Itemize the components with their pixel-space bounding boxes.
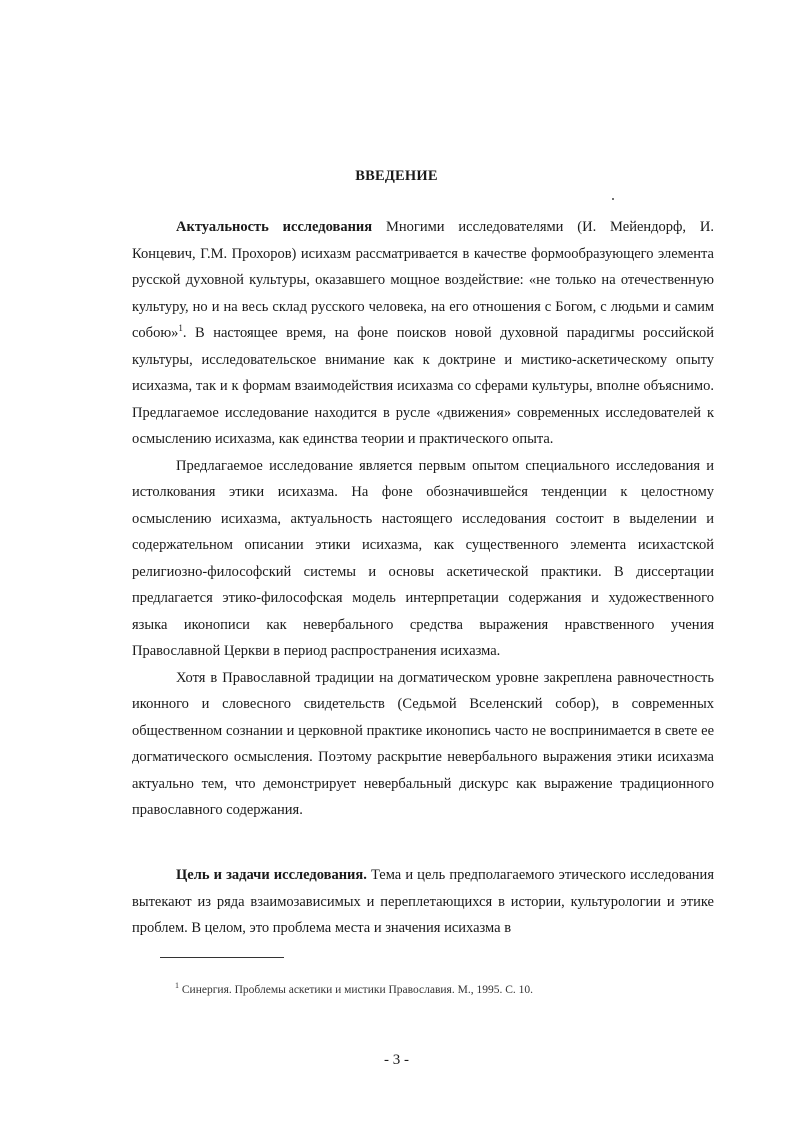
- paragraph-relevance: [132, 214, 714, 453]
- paragraph-text: Предлагаемое исследование является первым опытом специального исследования и истолкования этики исихазма. На фоне обозначившейся тенденции к целостному осмыслению исихазма, актуальность настоящего исследования состоит в выделении и содержательном описании этики исихазма, как существенного элемента исихастской религиозно-философский системы и основы аскетической практики. В диссертации предлагается этико-философская модель интерпретации содержания и художественного языка иконописи как невербального средства выражения нравственного учения Православной Церкви в период распространения исихазма.: [132, 457, 714, 659]
- footnote: [175, 981, 533, 996]
- scan-speck: [612, 198, 614, 200]
- footnote-divider: [160, 957, 284, 958]
- paragraph-goals: [132, 862, 714, 942]
- paragraph-text: . В настоящее время, на фоне поисков новой духовной парадигмы российской культуры, исследовательское внимание как к доктрине и мистико-аскетическому опыту исихазма, так и к формам взаимодействия исихазма со сферами культуры, вполне объяснимо. Предлагаемое исследование находится в русле «движения» современных исследователей к осмыслению исихазма, как единства теории и практического опыта.: [132, 325, 714, 447]
- page-title: ВВЕДЕНИЕ: [355, 168, 438, 184]
- body-block-2: [132, 862, 714, 942]
- paragraph-text: Хотя в Православной традиции на догматическом уровне закреплена равночестность иконного и словесного свидетельств (Седьмой Вселенский собор), в современных общественном сознании и церковной практике иконопись часто не воспринимается в свете ее догматического осмысления. Поэтому раскрытие невербального выражения этики исихазма актуально тем, что демонстрирует невербальный дискурс как выражение традиционного православного содержания.: [132, 669, 714, 818]
- paragraph-lead: Актуальность исследования: [176, 219, 373, 235]
- paragraph-first-experience: [132, 453, 714, 665]
- paragraph-lead: Цель и задачи исследования.: [176, 867, 367, 883]
- body-block-1: [132, 214, 714, 824]
- paragraph-text: Тема и цель предполагаемого этического исследования вытекают из ряда взаимозависимых и переплетающихся в истории, культурологии и этике проблем. В целом, это проблема места и значения исихазма в: [132, 867, 714, 936]
- footnote-ref[interactable]: 1: [178, 323, 183, 334]
- footnote-number: 1: [175, 981, 179, 991]
- page-number: - 3 -: [384, 1052, 409, 1068]
- paragraph-equivalence: [132, 665, 714, 824]
- paragraph-text: Многими исследователями (И. Мейендорф, И. Концевич, Г.М. Прохоров) исихазм рассматривается в качестве формообразующего элемента русской духовной культуры, оказавшего мощное воздействие: «не только на отечественную культуру, но и на весь склад русского человека, на его отношения с Богом, с людьми и самим собою»: [132, 219, 714, 341]
- footnote-text: Синергия. Проблемы аскетики и мистики Православия. М., 1995. С. 10.: [179, 984, 533, 996]
